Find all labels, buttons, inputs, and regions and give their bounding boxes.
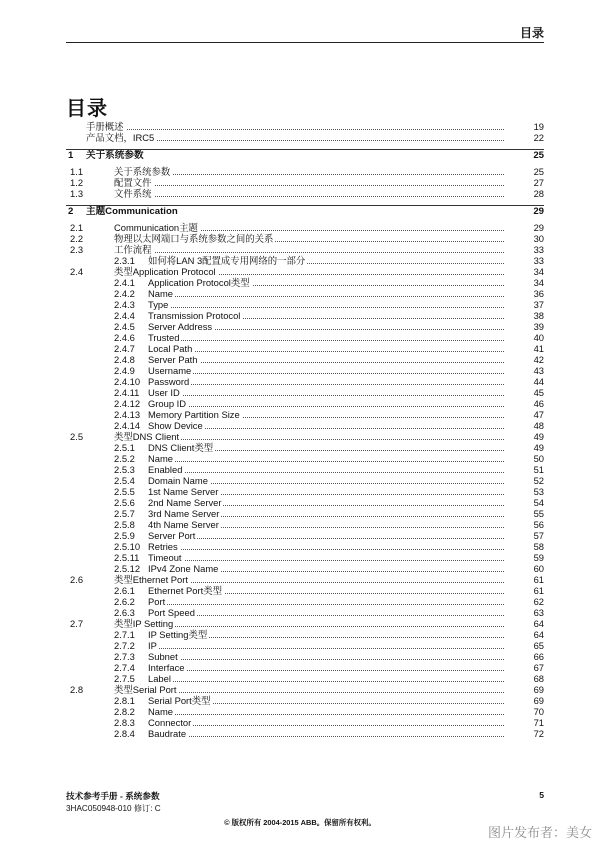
toc-entry[interactable]	[66, 596, 544, 607]
toc-label: IP Setting类型	[148, 629, 208, 640]
toc-number: 2.5.7	[114, 508, 135, 519]
toc-number: 2.4.14	[114, 420, 141, 431]
toc-entry[interactable]	[66, 651, 544, 662]
toc-label: 文件系统	[114, 188, 152, 199]
toc-number: 2.5.12	[114, 563, 141, 574]
toc-page-number: 51	[533, 464, 544, 475]
toc-page-number: 61	[533, 585, 544, 596]
toc-label: 手册概述	[86, 121, 124, 132]
toc-page-number: 69	[533, 684, 544, 695]
toc-number: 2.4	[70, 266, 84, 277]
footer-copyright: © 版权所有 2004-2015 ABB。保留所有权利。	[224, 818, 376, 827]
toc-entry[interactable]	[66, 607, 544, 618]
toc-entry[interactable]	[66, 177, 544, 188]
toc-number: 2.5.3	[114, 464, 135, 475]
toc-label: Server Port	[148, 530, 196, 541]
toc-label: Username	[148, 365, 192, 376]
toc-number: 2.4.7	[114, 343, 135, 354]
toc-entry[interactable]	[66, 486, 544, 497]
toc-number: 2.4.6	[114, 332, 135, 343]
toc-page-number: 25	[533, 166, 544, 177]
toc-label: DNS Client类型	[148, 442, 214, 453]
toc-page-number: 29	[533, 206, 544, 217]
toc-number: 2.5.5	[114, 486, 135, 497]
toc-label: 类型Application Protocol	[114, 266, 216, 277]
toc-label: Port Speed	[148, 607, 195, 618]
toc-label: 类型Serial Port	[114, 684, 177, 695]
toc-number: 1	[68, 150, 74, 161]
toc-page-number: 71	[533, 717, 544, 728]
toc-label: Application Protocol类型	[148, 277, 250, 288]
toc-page-number: 43	[533, 365, 544, 376]
toc-page-number: 52	[533, 475, 544, 486]
toc-page-number: 41	[533, 343, 544, 354]
toc-entry[interactable]	[66, 442, 544, 453]
toc-label: Communication主题	[114, 222, 198, 233]
toc-label: Connector	[148, 717, 192, 728]
toc-entry[interactable]	[66, 321, 544, 332]
toc-entry[interactable]	[66, 618, 544, 629]
toc-entry[interactable]	[66, 530, 544, 541]
toc-label: 3rd Name Server	[148, 508, 220, 519]
toc-number: 2.6	[70, 574, 84, 585]
toc-page-number: 59	[533, 552, 544, 563]
toc-page-number: 36	[533, 288, 544, 299]
toc-label: Server Address	[148, 321, 213, 332]
toc-page-number: 58	[533, 541, 544, 552]
toc-entry[interactable]	[66, 728, 544, 739]
toc-page-number: 48	[533, 420, 544, 431]
toc-label: Server Path	[148, 354, 198, 365]
toc-page-number: 72	[533, 728, 544, 739]
toc-label: 主题Communication	[86, 206, 178, 217]
toc-page-number: 37	[533, 299, 544, 310]
toc-label: Retries	[148, 541, 178, 552]
toc-page-number: 19	[533, 121, 544, 132]
toc-page-number: 65	[533, 640, 544, 651]
toc-page-number: 55	[533, 508, 544, 519]
toc-entry[interactable]	[66, 629, 544, 640]
toc-entry[interactable]	[66, 299, 544, 310]
toc-entry[interactable]	[66, 706, 544, 717]
toc-number: 1.1	[70, 166, 84, 177]
toc-number: 2.7.1	[114, 629, 135, 640]
toc-page-number: 60	[533, 563, 544, 574]
toc-number: 1.3	[70, 188, 84, 199]
toc-number: 2.4.10	[114, 376, 141, 387]
toc-label: Local Path	[148, 343, 193, 354]
toc-page-number: 68	[533, 673, 544, 684]
toc-label: User ID	[148, 387, 180, 398]
toc-number: 2.4.11	[114, 387, 140, 398]
toc-entry[interactable]	[66, 563, 544, 574]
toc-label: 关于系统参数	[114, 166, 171, 177]
toc-chapter[interactable]	[66, 206, 544, 218]
toc-entry[interactable]	[66, 585, 544, 596]
toc-page-number: 39	[533, 321, 544, 332]
toc-number: 2.6.2	[114, 596, 135, 607]
toc-number: 2.3	[70, 244, 84, 255]
toc-number: 2.4.3	[114, 299, 135, 310]
toc-page-number: 49	[533, 431, 544, 442]
toc-number: 2.4.5	[114, 321, 135, 332]
toc-number: 2	[68, 206, 74, 217]
toc-entry[interactable]	[66, 244, 544, 255]
toc-page-number: 69	[533, 695, 544, 706]
toc-page-number: 64	[533, 629, 544, 640]
toc-page-number: 34	[533, 277, 544, 288]
toc-entry[interactable]	[66, 188, 544, 199]
watermark: 图片发布者：美女	[487, 825, 592, 840]
toc-number: 2.7	[70, 618, 84, 629]
toc-entry[interactable]	[66, 574, 544, 585]
toc-label: 物理以太网端口与系统参数之间的关系	[114, 233, 274, 244]
toc-number: 2.5.2	[114, 453, 135, 464]
toc-label: IP	[148, 640, 157, 651]
toc-page-number: 63	[533, 607, 544, 618]
toc-number: 2.2	[70, 233, 84, 244]
toc-page-number: 34	[533, 266, 544, 277]
toc-label: 4th Name Server	[148, 519, 219, 530]
toc-label: Port	[148, 596, 166, 607]
toc-label: Timeout	[148, 552, 182, 563]
footer-doc-id: 3HAC050948-010 修订: C	[66, 804, 161, 813]
toc-entry[interactable]	[66, 387, 544, 398]
toc-page-number: 22	[533, 132, 544, 143]
toc-number: 2.8.4	[114, 728, 135, 739]
toc-number: 2.7.3	[114, 651, 135, 662]
toc-entry[interactable]	[66, 420, 544, 431]
toc-entry[interactable]	[66, 475, 544, 486]
toc-number: 2.5	[70, 431, 84, 442]
toc-page-number: 40	[533, 332, 544, 343]
toc-number: 2.4.9	[114, 365, 135, 376]
toc-label: Name	[148, 453, 174, 464]
footer-page-number: 5	[539, 790, 544, 800]
toc-page-number: 30	[533, 233, 544, 244]
header-rule	[66, 42, 544, 43]
toc-entry[interactable]	[66, 409, 544, 420]
toc-label: Transmission Protocol	[148, 310, 241, 321]
toc-entry[interactable]	[66, 673, 544, 684]
toc-number: 2.7.5	[114, 673, 135, 684]
toc-entry[interactable]	[66, 464, 544, 475]
toc-page-number: 25	[533, 150, 544, 161]
toc-number: 2.5.4	[114, 475, 135, 486]
toc-page-number: 70	[533, 706, 544, 717]
toc-label: Interface	[148, 662, 185, 673]
toc-number: 2.5.10	[114, 541, 141, 552]
toc-page-number: 29	[533, 222, 544, 233]
toc-number: 2.3.1	[114, 255, 135, 266]
toc-entry[interactable]	[66, 541, 544, 552]
toc-entry[interactable]	[66, 132, 544, 143]
toc-number: 2.5.1	[114, 442, 135, 453]
toc-number: 1.2	[70, 177, 84, 188]
toc-chapter[interactable]	[66, 150, 544, 162]
toc-label: Password	[148, 376, 190, 387]
toc-number: 2.8.3	[114, 717, 135, 728]
toc-entry[interactable]	[66, 431, 544, 442]
toc-entry[interactable]	[66, 398, 544, 409]
toc-page-number: 33	[533, 244, 544, 255]
toc-label: Baudrate	[148, 728, 187, 739]
toc-label: 配置文件	[114, 177, 152, 188]
toc-entry[interactable]	[66, 288, 544, 299]
toc-page-number: 67	[533, 662, 544, 673]
toc-page-number: 57	[533, 530, 544, 541]
toc-number: 2.4.4	[114, 310, 135, 321]
toc-page-number: 27	[533, 177, 544, 188]
toc-label: 2nd Name Server	[148, 497, 222, 508]
toc-label: Trusted	[148, 332, 180, 343]
toc-label: Type	[148, 299, 169, 310]
toc-number: 2.5.8	[114, 519, 135, 530]
toc-number: 2.5.6	[114, 497, 135, 508]
toc-number: 2.7.4	[114, 662, 135, 673]
toc-entry[interactable]	[66, 497, 544, 508]
toc-entry[interactable]	[66, 684, 544, 695]
toc-label: Label	[148, 673, 171, 684]
toc-entry[interactable]	[66, 354, 544, 365]
toc-entry[interactable]	[66, 332, 544, 343]
footer-manual-title: 技术参考手册 - 系统参数	[66, 791, 160, 801]
toc-label: IPv4 Zone Name	[148, 563, 219, 574]
toc-number: 2.1	[70, 222, 84, 233]
toc-number: 2.6.3	[114, 607, 135, 618]
toc-entry[interactable]	[66, 166, 544, 177]
toc-label: Enabled	[148, 464, 183, 475]
toc-label: Group ID	[148, 398, 187, 409]
toc-entry[interactable]	[66, 453, 544, 464]
toc-label: Name	[148, 706, 174, 717]
toc-entry[interactable]	[66, 508, 544, 519]
toc-entry[interactable]	[66, 376, 544, 387]
toc-number: 2.7.2	[114, 640, 135, 651]
toc-page-number: 53	[533, 486, 544, 497]
toc-entry[interactable]	[66, 255, 544, 266]
running-header-title: 目录	[519, 26, 544, 40]
toc-entry[interactable]	[66, 519, 544, 530]
toc-number: 2.4.13	[114, 409, 141, 420]
toc-number: 2.8.2	[114, 706, 135, 717]
toc-number: 2.4.8	[114, 354, 135, 365]
toc-number: 2.4.12	[114, 398, 141, 409]
toc-label: 工作流程	[114, 244, 152, 255]
toc-page-number: 42	[533, 354, 544, 365]
toc-entry[interactable]	[66, 717, 544, 728]
toc-label: Show Device	[148, 420, 203, 431]
toc-label: 类型DNS Client	[114, 431, 180, 442]
toc-label: 类型IP Setting	[114, 618, 174, 629]
toc-page-number: 46	[533, 398, 544, 409]
toc-page-number: 45	[533, 387, 544, 398]
toc-label: 如何将LAN 3配置成专用网络的一部分	[148, 255, 306, 266]
toc-page-number: 66	[533, 651, 544, 662]
toc-label: 关于系统参数	[86, 150, 144, 161]
page-title: 目录	[66, 98, 108, 120]
toc-entry[interactable]	[66, 552, 544, 563]
toc-entry[interactable]	[66, 640, 544, 651]
table-of-contents	[66, 121, 544, 739]
toc-page-number: 64	[533, 618, 544, 629]
toc-entry[interactable]	[66, 266, 544, 277]
toc-page-number: 44	[533, 376, 544, 387]
toc-page-number: 61	[533, 574, 544, 585]
toc-label: Name	[148, 288, 174, 299]
toc-label: Domain Name	[148, 475, 208, 486]
toc-label: Memory Partition Size	[148, 409, 240, 420]
toc-page-number: 28	[533, 188, 544, 199]
toc-number: 2.4.2	[114, 288, 135, 299]
toc-entry[interactable]	[66, 277, 544, 288]
toc-page-number: 47	[533, 409, 544, 420]
toc-page-number: 54	[533, 497, 544, 508]
toc-entry[interactable]	[66, 121, 544, 132]
toc-number: 2.6.1	[114, 585, 135, 596]
toc-label: 类型Ethernet Port	[114, 574, 188, 585]
toc-page-number: 62	[533, 596, 544, 607]
toc-number: 2.5.9	[114, 530, 135, 541]
toc-page-number: 49	[533, 442, 544, 453]
toc-page-number: 56	[533, 519, 544, 530]
toc-number: 2.5.11	[114, 552, 140, 563]
toc-entry[interactable]	[66, 222, 544, 233]
toc-page-number: 33	[533, 255, 544, 266]
toc-entry[interactable]	[66, 695, 544, 706]
toc-entry[interactable]	[66, 310, 544, 321]
toc-number: 2.8	[70, 684, 84, 695]
toc-entry[interactable]	[66, 343, 544, 354]
toc-page-number: 38	[533, 310, 544, 321]
toc-entry[interactable]	[66, 233, 544, 244]
toc-page-number: 50	[533, 453, 544, 464]
toc-entry[interactable]	[66, 662, 544, 673]
toc-label: Serial Port类型	[148, 695, 211, 706]
toc-label: Subnet	[148, 651, 178, 662]
toc-label: 产品文档，IRC5	[86, 132, 155, 143]
toc-entry[interactable]	[66, 365, 544, 376]
toc-number: 2.8.1	[114, 695, 135, 706]
toc-number: 2.4.1	[114, 277, 135, 288]
toc-label: Ethernet Port类型	[148, 585, 222, 596]
toc-label: 1st Name Server	[148, 486, 219, 497]
